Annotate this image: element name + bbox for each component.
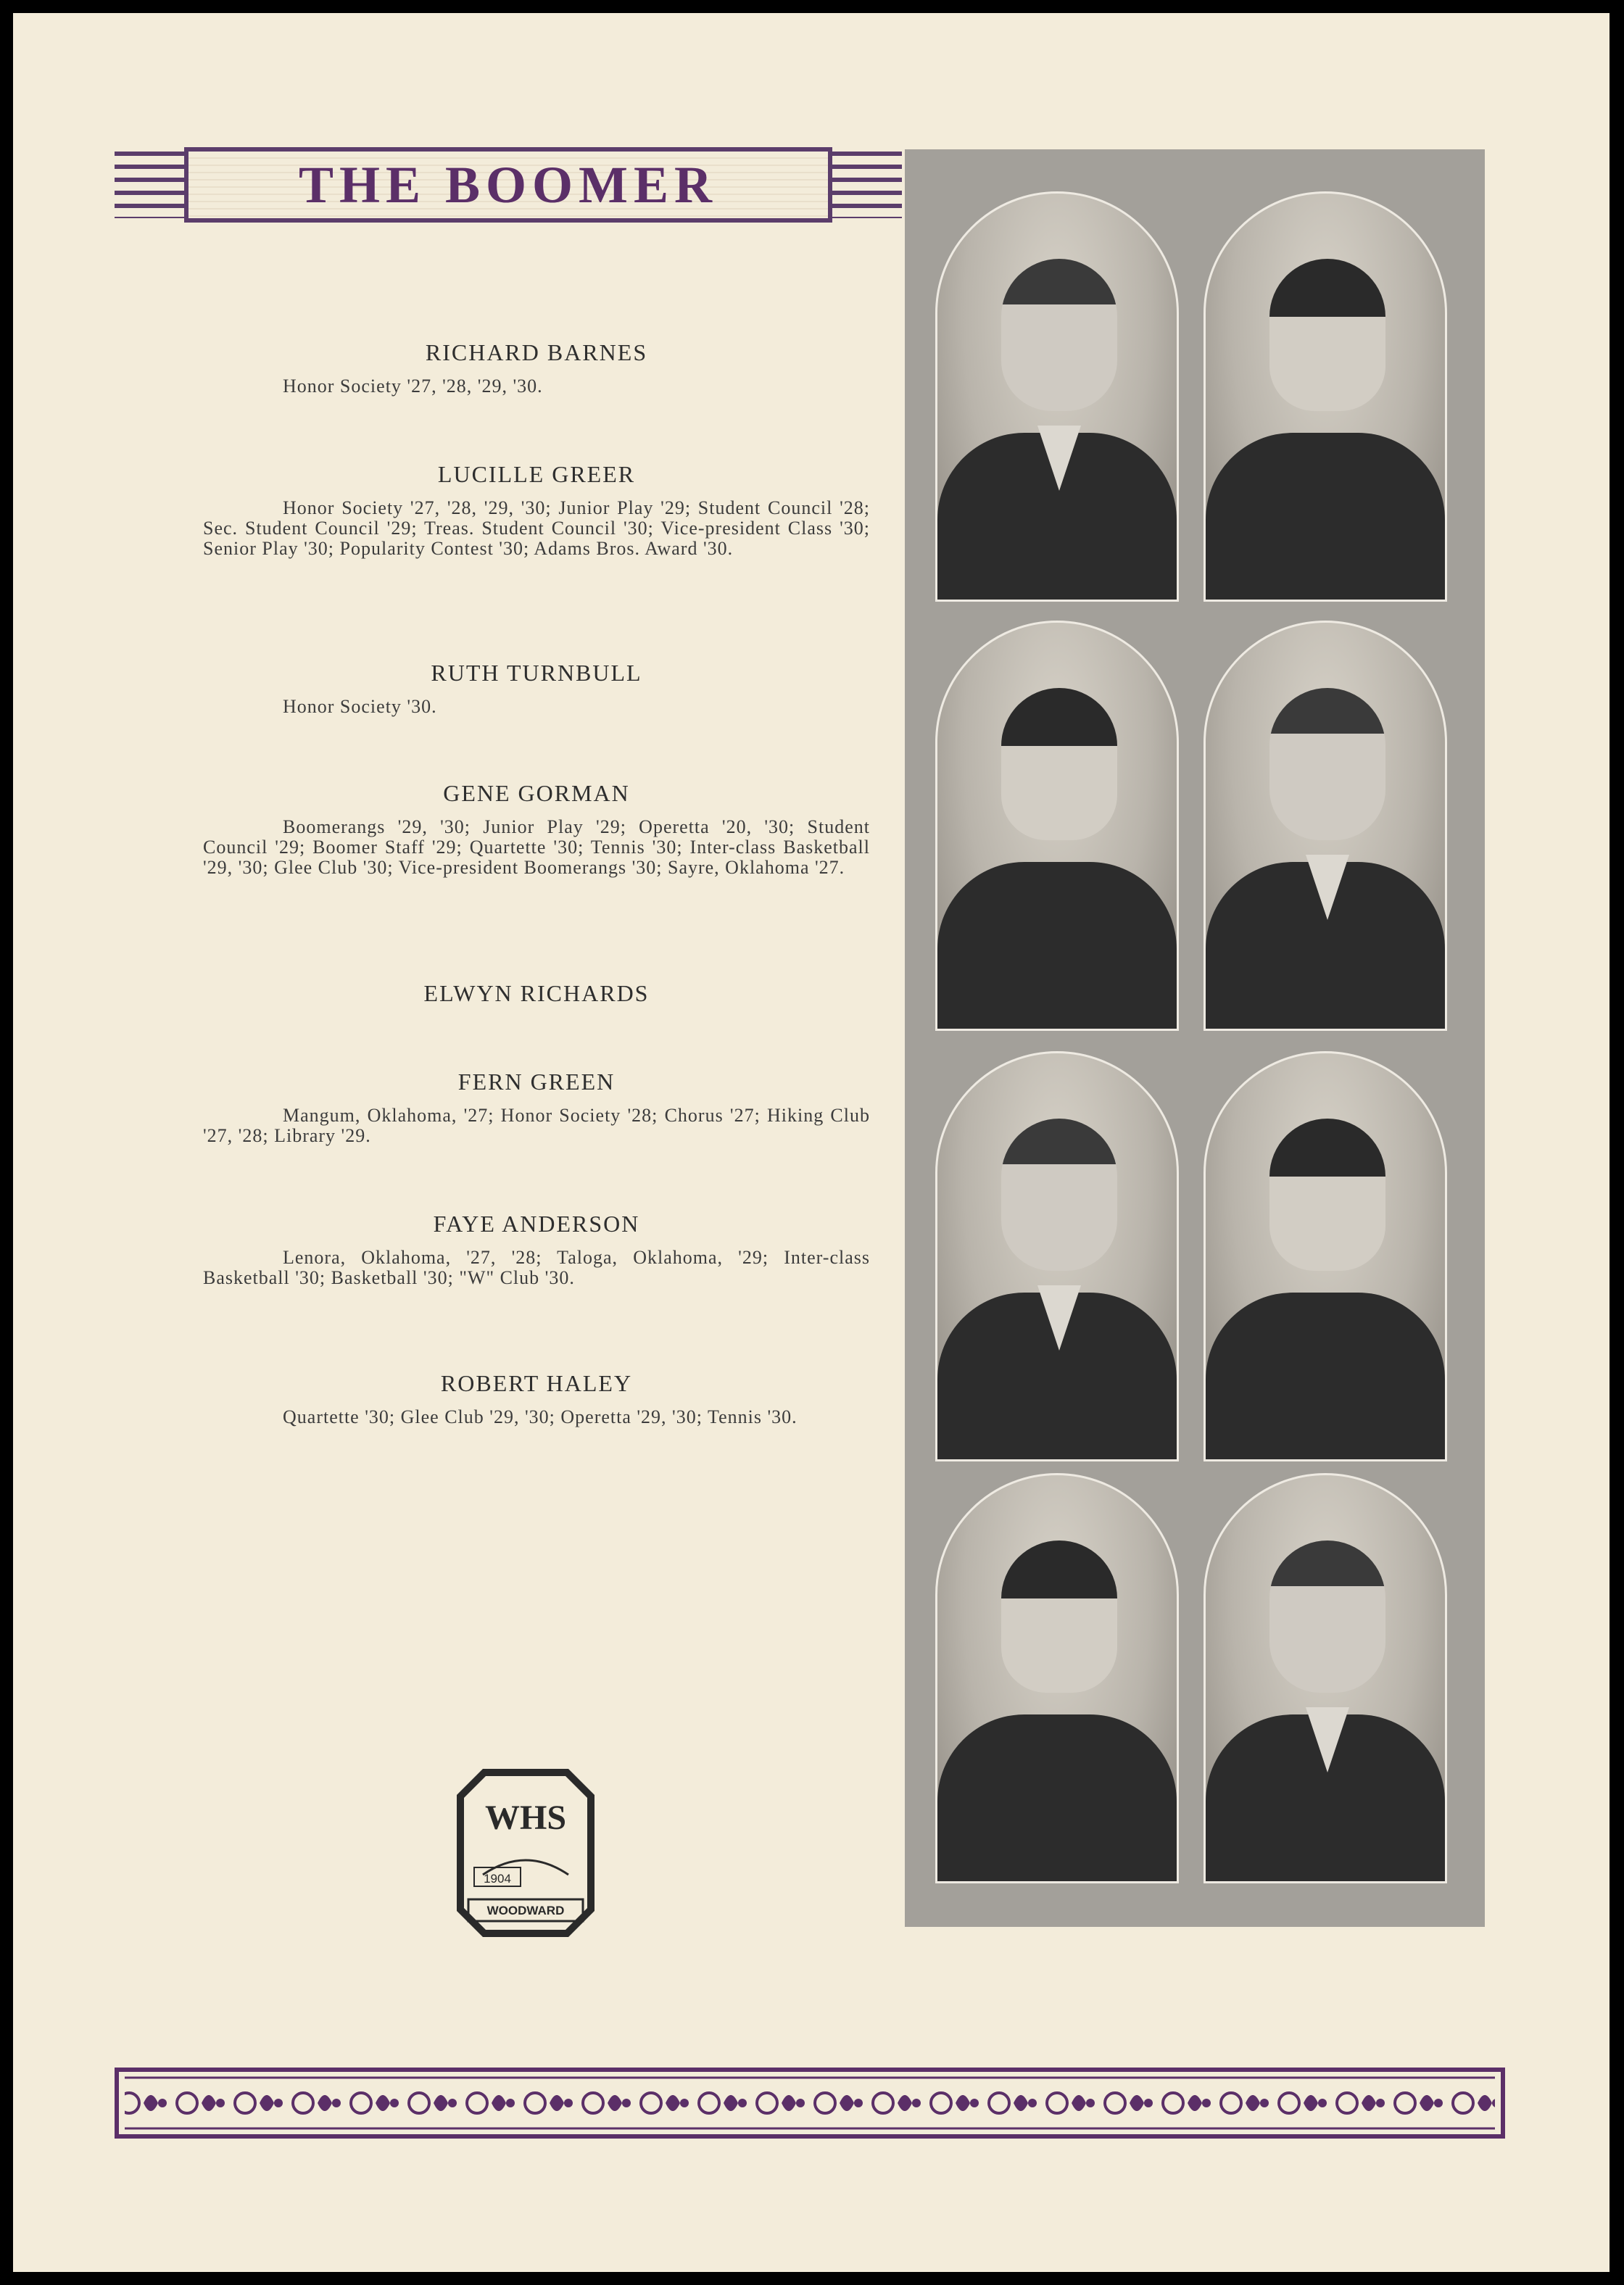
entry-lucille-greer: [203, 461, 870, 559]
portrait-body: [1206, 433, 1445, 600]
portrait-head: [1269, 259, 1385, 411]
student-activities: Honor Society '27, '28, '29, '30.: [283, 376, 543, 397]
entry-fern-green: [203, 1069, 870, 1146]
portrait-photo: [1204, 621, 1447, 1031]
portrait-photo: [935, 1473, 1179, 1883]
portrait-body: [1206, 1293, 1445, 1459]
student-name: RUTH TURNBULL: [431, 660, 642, 686]
student-name: RICHARD BARNES: [425, 339, 648, 365]
portrait-photo: [1204, 191, 1447, 602]
portrait-head: [1269, 1119, 1385, 1271]
portrait-photo: [1204, 1473, 1447, 1883]
seal-year: 1904: [484, 1872, 511, 1886]
portrait-body: [937, 862, 1177, 1029]
student-activities: Boomerangs '29, '30; Junior Play '29; Operetta '20, '30; Student Council '29; Boomer Staff '29; Quartette '30; Tennis '30; Inter-class Basketball '29, '30; Glee Club '30; Vice-president Boomerangs '30; Sayre, Oklahoma '27.: [203, 816, 870, 878]
student-activities: Honor Society '27, '28, '29, '30; Junior Play '29; Student Council '28; Sec. Student Council '29; Treas. Student Council '30; Vice-president Class '30; Senior Play '30; Popularity Contest '30; Adams Bros. Award '30.: [203, 497, 870, 559]
seal-town: WOODWARD: [486, 1904, 565, 1917]
portrait-photo: [935, 621, 1179, 1031]
bottom-ornament-border: [115, 2068, 1505, 2139]
student-name: LUCILLE GREER: [437, 461, 636, 487]
student-name: ELWYN RICHARDS: [423, 980, 650, 1006]
student-activities: Quartette '30; Glee Club '29, '30; Operetta '29, '30; Tennis '30.: [283, 1406, 798, 1427]
seal-initials: WHS: [484, 1799, 567, 1837]
banner-plate: [184, 147, 832, 223]
ornament-pattern-icon: [115, 2068, 1505, 2139]
photo-panel: [905, 149, 1485, 1927]
portrait-head: [1001, 1119, 1117, 1271]
entry-gene-gorman: [203, 780, 870, 878]
entry-elwyn-richards: [203, 980, 870, 1017]
portrait-head: [1269, 688, 1385, 840]
entry-ruth-turnbull: [203, 660, 870, 717]
student-name: FERN GREEN: [457, 1069, 616, 1095]
school-seal: [454, 1766, 597, 1940]
student-name: ROBERT HALEY: [440, 1370, 633, 1396]
portrait-head: [1001, 688, 1117, 840]
portrait-photo: [935, 191, 1179, 602]
student-activities: Lenora, Oklahoma, '27, '28; Taloga, Oklahoma, '29; Inter-class Basketball '30; Basketball '30; "W" Club '30.: [203, 1247, 870, 1288]
header-banner: [115, 147, 902, 223]
yearbook-page: [13, 13, 1610, 2272]
banner-rules-right: [829, 152, 902, 218]
banner-rules-left: [115, 152, 187, 218]
portrait-photo: [1204, 1051, 1447, 1461]
student-name: GENE GORMAN: [443, 780, 630, 806]
entry-richard-barnes: [203, 339, 870, 397]
student-name: FAYE ANDERSON: [433, 1211, 640, 1237]
portrait-head: [1001, 259, 1117, 411]
portrait-body: [937, 1714, 1177, 1881]
entry-robert-haley: [203, 1370, 870, 1427]
portrait-head: [1001, 1540, 1117, 1693]
page-title: THE BOOMER: [298, 156, 718, 214]
portrait-photo: [935, 1051, 1179, 1461]
entry-faye-anderson: [203, 1211, 870, 1288]
student-activities: Honor Society '30.: [283, 696, 437, 717]
portrait-head: [1269, 1540, 1385, 1693]
student-activities: Mangum, Oklahoma, '27; Honor Society '28; Chorus '27; Hiking Club '27, '28; Library '29.: [203, 1105, 870, 1146]
